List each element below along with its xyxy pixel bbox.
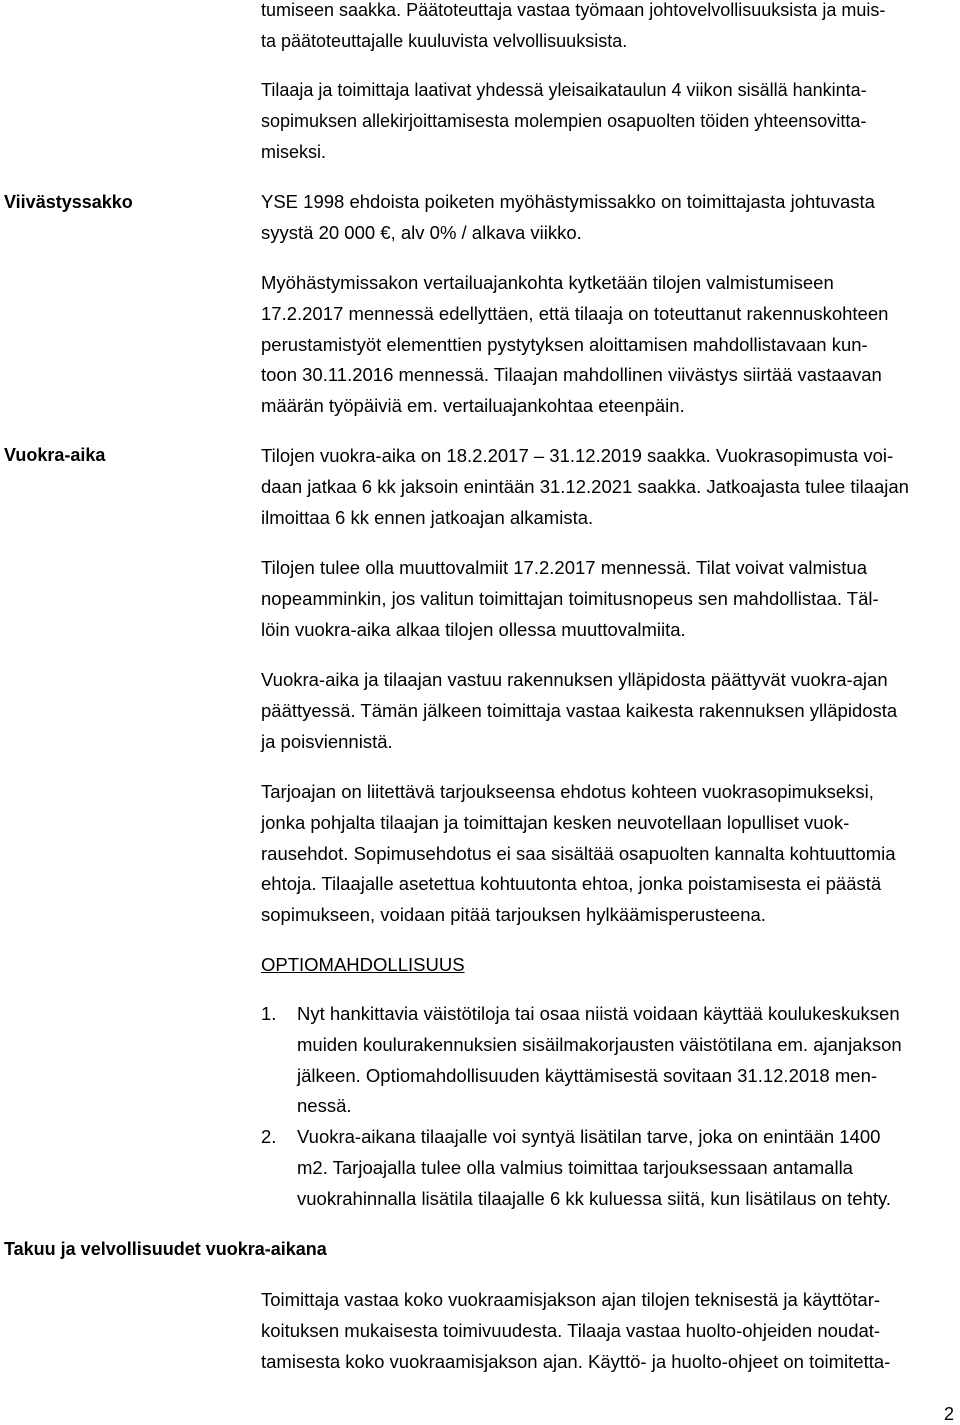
text-line: m2. Tarjoajalla tulee olla valmius toimittaa tarjouksessaan antamalla: [297, 1156, 853, 1178]
text-line: toon 30.11.2016 mennessä. Tilaajan mahdollinen viivästys siirtää vastaavan: [261, 364, 882, 386]
option-heading: OPTIOMAHDOLLISUUS: [261, 954, 465, 975]
text-line: 17.2.2017 mennessä edellyttäen, että tilaaja on toteuttanut rakennuskohteen: [261, 302, 889, 324]
text-line: Myöhästymissakon vertailuajankohta kytketään tilojen valmistumiseen: [261, 272, 834, 293]
text-line: Vuokra-aikana tilaajalle voi syntyä lisätilan tarve, joka on enintään 1400: [297, 1126, 881, 1147]
text-line: päättyessä. Tämän jälkeen toimittaja vastaa kaikesta rakennuksen ylläpidosta: [261, 699, 898, 721]
list-number: 2.: [261, 1126, 277, 1147]
section-label-vuokra-aika: Vuokra-aika: [4, 445, 106, 465]
paragraph-maintenance-end: [261, 665, 957, 757]
paragraph-reference-date: [261, 268, 957, 422]
text-line: perustamistyöt elementtien pystytyksen aloittamisen mahdollistavaan kun-: [261, 333, 868, 355]
text-line: tamisesta koko vuokraamisjakson ajan. Käyttö- ja huolto-ohjeet on toimitetta-: [261, 1350, 891, 1372]
text-line: Tarjoajan on liitettävä tarjoukseensa ehdotus kohteen vuokrasopimukseksi,: [261, 781, 874, 802]
text-line: nessä.: [297, 1095, 352, 1117]
text-line: jonka pohjalta tilaajan ja toimittajan kesken neuvotellaan lopulliset vuok-: [261, 811, 850, 833]
list-number: 1.: [261, 1003, 277, 1024]
text-line: vuokrahinnalla lisätila tilaajalle 6 kk kuluessa siitä, kun lisätilaus on tehty.: [297, 1187, 892, 1209]
text-line: Tilojen vuokra-aika on 18.2.2017 – 31.12.2019 saakka. Vuokrasopimusta voi-: [261, 445, 894, 466]
paragraph-lease-proposal: [261, 777, 957, 931]
text-line: ja poisviennistä.: [261, 730, 393, 752]
paragraph-schedule: [261, 75, 957, 167]
text-line: Vuokra-aika ja tilaajan vastuu rakennuksen ylläpidosta päättyvät vuokra-ajan: [261, 669, 888, 690]
paragraph-continuation: [261, 0, 957, 57]
text-line: Nyt hankittavia väistötiloja tai osaa niistä voidaan käyttää koulukeskuksen: [297, 1003, 900, 1024]
paragraph-move-in-ready: [261, 553, 957, 645]
text-line: Tilaaja ja toimittaja laativat yhdessä yleisaikataulun 4 viikon sisällä hankinta-: [261, 80, 867, 100]
text-line: miseksi.: [261, 141, 327, 162]
text-line: ilmoittaa 6 kk ennen jatkoajan alkamista.: [261, 506, 594, 528]
page-number: 2: [944, 1404, 955, 1424]
text-line: daan jatkaa 6 kk jaksoin enintään 31.12.2021 saakka. Jatkoajasta tulee tilaajan: [261, 475, 909, 497]
text-line: tumiseen saakka. Päätoteuttaja vastaa työmaan johtovelvollisuuksista ja muis-: [261, 0, 886, 20]
text-line: YSE 1998 ehdoista poiketen myöhästymissakko on toimittajasta johtuvasta: [261, 191, 875, 212]
text-line: ta päätoteuttajalle kuuluvista velvollisuuksista.: [261, 30, 628, 51]
paragraph-rental-period: [261, 441, 957, 533]
section-label-viivastyssakko: Viivästyssakko: [4, 192, 133, 212]
text-line: syystä 20 000 €, alv 0% / alkava viikko.: [261, 221, 582, 243]
text-line: määrän työpäiviä em. vertailuajankohtaa eteenpäin.: [261, 395, 685, 417]
text-line: Tilojen tulee olla muuttovalmiit 17.2.2017 mennessä. Tilat voivat valmistua: [261, 557, 868, 578]
section-label-takuu: Takuu ja velvollisuudet vuokra-aikana: [4, 1239, 327, 1259]
text-line: löin vuokra-aika alkaa tilojen ollessa muuttovalmiita.: [261, 618, 686, 640]
text-line: sopimukseen, voidaan pitää tarjouksen hylkäämisperusteena.: [261, 904, 766, 926]
text-line: koituksen mukaisesta toimivuudesta. Tilaaja vastaa huolto-ohjeiden noudat-: [261, 1319, 881, 1341]
text-line: muiden koulurakennuksien sisäilmakorjausten väistötilana em. ajanjakson: [297, 1033, 902, 1055]
text-line: ehtoja. Tilaajalle asetettua kohtuutonta ehtoa, jonka poistamisesta ei päästä: [261, 873, 882, 895]
text-line: nopeamminkin, jos valitun toimittajan toimitusnopeus sen mahdollistaa. Täl-: [261, 587, 879, 609]
text-line: Toimittaja vastaa koko vuokraamisjakson ajan tilojen teknisestä ja käyttötar-: [261, 1289, 881, 1310]
text-line: rausehdot. Sopimusehdotus ei saa sisältää osapuolten kannalta kohtuuttomia: [261, 842, 896, 864]
paragraph-delay-penalty: [261, 187, 957, 249]
text-line: sopimuksen allekirjoittamisesta molempien osapuolten töiden yhteensovitta-: [261, 110, 867, 131]
paragraph-warranty: [261, 1285, 957, 1377]
text-line: jälkeen. Optiomahdollisuuden käyttämisestä sovitaan 31.12.2018 men-: [297, 1064, 878, 1086]
